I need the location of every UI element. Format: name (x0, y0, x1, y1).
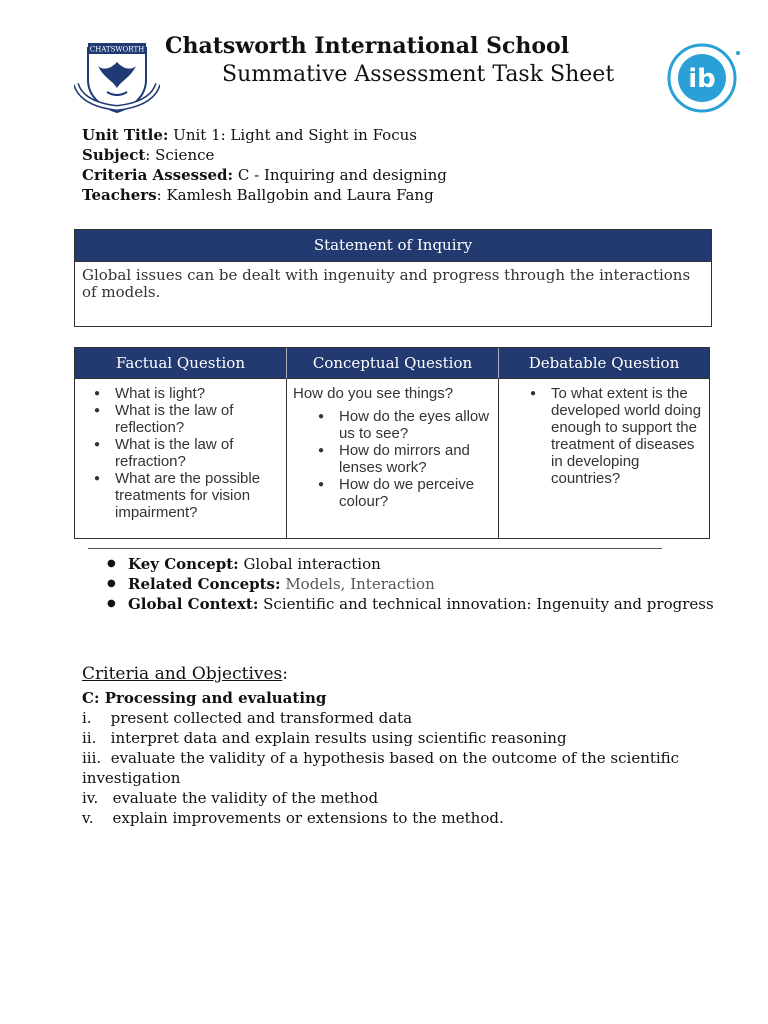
conceptual-question-item: ● How do mirrors and lenses work? (339, 442, 498, 476)
criteria-subheading: C: Processing and evaluating (82, 689, 327, 707)
conceptual-question-item: ● How do we perceive colour? (339, 476, 498, 510)
factual-question-header: Factual Question (75, 348, 287, 379)
criteria-title-suffix: : (282, 664, 288, 684)
objective-item: iv. evaluate the validity of the method (82, 789, 379, 807)
criteria-objectives (82, 688, 682, 828)
factual-question-item: ● What is the law of refraction? (115, 436, 286, 470)
conceptual-question-header: Conceptual Question (287, 348, 499, 379)
debatable-question-item: ● To what extent is the developed world doing enough to support the treatment of diseases in developing countries? (551, 385, 709, 487)
related-concepts-value: Models, Interaction (280, 575, 435, 593)
concepts-list (107, 554, 714, 614)
factual-questions-cell (75, 379, 287, 538)
teachers-label: Teachers (82, 186, 157, 204)
statement-text: Global issues can be dealt with ingenuity and progress through the interactions of models. (82, 266, 691, 301)
key-concept-label: Key Concept: (128, 555, 239, 573)
school-name: Chatsworth International School (165, 33, 570, 59)
criteria-title: Criteria and Objectives (82, 664, 283, 684)
criteria-line (82, 165, 447, 185)
factual-question-item: ● What is the law of reflection? (115, 402, 286, 436)
unit-title-label: Unit Title: (82, 126, 169, 144)
global-context-label: Global Context: (128, 595, 259, 613)
global-context-value: Scientific and technical innovation: Ingenuity and progress (258, 595, 714, 613)
subject-label: Subject (82, 146, 146, 164)
objective-item: i. present collected and transformed data (82, 709, 413, 727)
conceptual-questions-cell (287, 379, 499, 538)
ib-logo-text: ib (688, 64, 716, 94)
objective-item: v. explain improvements or extensions to the method. (82, 809, 504, 827)
unit-meta (82, 125, 447, 205)
key-concept-item (107, 554, 714, 574)
subject-line (82, 145, 447, 165)
divider-line (88, 548, 662, 549)
crest-banner-text: CHATSWORTH (89, 45, 145, 54)
related-concepts-label: Related Concepts: (128, 575, 281, 593)
teachers-value: : Kamlesh Ballgobin and Laura Fang (156, 186, 434, 204)
unit-title-value: Unit 1: Light and Sight in Focus (168, 126, 417, 144)
related-concepts-item (107, 574, 714, 594)
criteria-value: C - Inquiring and designing (233, 166, 447, 184)
objective-item: iii. evaluate the validity of a hypothesis based on the outcome of the scientific investigation (82, 749, 684, 787)
ib-world-school-logo (666, 43, 742, 113)
objective-item: ii. interpret data and explain results using scientific reasoning (82, 729, 567, 747)
inquiry-questions-table (74, 347, 710, 539)
criteria-heading (82, 664, 288, 684)
factual-question-item: ● What is light? (115, 385, 286, 402)
conceptual-question-lead: How do you see things? (293, 385, 454, 402)
statement-heading: Statement of Inquiry (75, 230, 711, 262)
factual-question-item: ● What are the possible treatments for vision impairment? (115, 470, 286, 521)
global-context-item (107, 594, 714, 614)
teachers-line (82, 185, 447, 205)
key-concept-value: Global interaction (238, 555, 381, 573)
debatable-question-header: Debatable Question (499, 348, 709, 379)
statement-of-inquiry-box (74, 229, 712, 327)
conceptual-question-item: ● How do the eyes allow us to see? (339, 408, 498, 442)
chatsworth-crest-logo (74, 40, 160, 116)
debatable-questions-cell (499, 379, 709, 538)
subject-value: : Science (145, 146, 215, 164)
criteria-label: Criteria Assessed: (82, 166, 234, 184)
sheet-title: Summative Assessment Task Sheet (222, 62, 615, 87)
unit-title-line (82, 125, 447, 145)
